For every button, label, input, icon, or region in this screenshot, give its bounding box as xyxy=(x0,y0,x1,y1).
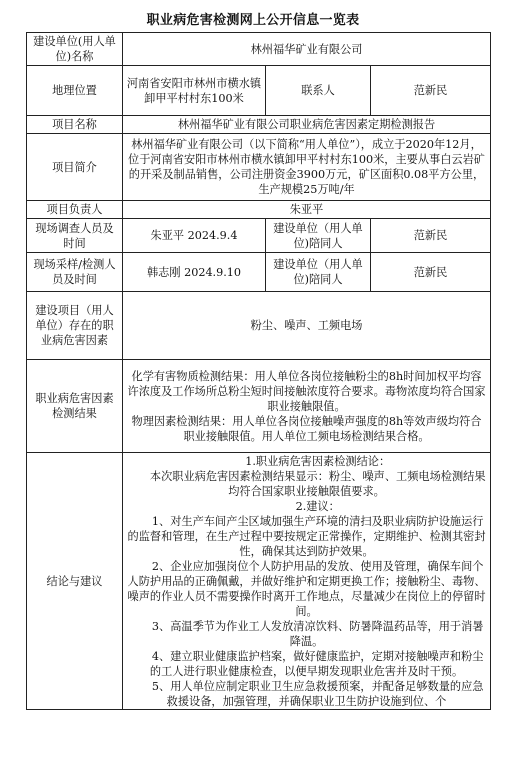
results-physical: 物理因素检测结果：用人单位各岗位接触噪声强度的8h等效声级均符合职业接触限值。用人单位工频电场检测结果合格。 xyxy=(131,414,482,443)
conclusion-result: 本次职业病危害因素检测结果显示：粉尘、噪声、工频电场检测结果均符合国家职业接触限值要求。 xyxy=(149,470,486,498)
row-employer xyxy=(27,33,491,66)
sampling-value: 韩志刚 2024.9.10 xyxy=(123,253,266,292)
employer-label: 建设单位(用人单位)名称 xyxy=(27,33,123,66)
location-label: 地理位置 xyxy=(27,66,123,116)
hazards-label: 建设项目（用人单位）存在的职业病危害因素 xyxy=(27,292,123,360)
project-name-value: 林州福华矿业有限公司职业病危害因素定期检测报告 xyxy=(123,116,491,134)
row-hazards xyxy=(27,292,491,360)
results-value xyxy=(123,360,491,453)
sampling-escort-label: 建设单位（用人单位)陪同人 xyxy=(266,253,371,292)
survey-label: 现场调查人员及时间 xyxy=(27,219,123,253)
row-conclusion xyxy=(27,453,491,710)
leader-value: 朱亚平 xyxy=(123,201,491,219)
page-title: 职业病危害检测网上公开信息一览表 xyxy=(146,13,360,28)
suggestion-heading: 2.建议： xyxy=(295,500,340,513)
row-leader xyxy=(27,201,491,219)
employer-value: 林州福华矿业有限公司 xyxy=(123,33,491,66)
project-intro-value: 林州福华矿业有限公司（以下简称“用人单位”），成立于2020年12月，位于河南省安阳市林州市横水镇卸甲平村村东100米，主要从事白云岩矿的开采及制品销售，公司注册资金3900万元，矿区面积0.08平方公里，生产规模25万吨/年 xyxy=(123,134,491,201)
row-project-intro xyxy=(27,134,491,201)
hazards-value: 粉尘、噪声、工频电场 xyxy=(123,292,491,360)
location-value: 河南省安阳市林州市横水镇卸甲平村村东100米 xyxy=(123,66,266,116)
info-table xyxy=(26,32,491,710)
conclusion-label: 结论与建议 xyxy=(27,453,123,710)
survey-value: 朱亚平 2024.9.4 xyxy=(123,219,266,253)
project-intro-label: 项目简介 xyxy=(27,134,123,201)
suggestion-5: 5、用人单位应制定职业卫生应急救援预案，并配备足够数量的应急救援设备，加强管理，并确保职业卫生防护设施到位、个 xyxy=(151,680,484,708)
contact-label: 联系人 xyxy=(266,66,371,116)
leader-label: 项目负责人 xyxy=(27,201,123,219)
suggestion-3: 3、高温季节为作业工人发放清凉饮料、防暑降温药品等，用于消暑降温。 xyxy=(151,620,484,648)
conclusion-value xyxy=(123,453,491,710)
sampling-escort-value: 范新民 xyxy=(371,253,491,292)
suggestion-2: 2、企业应加强岗位个人防护用品的发放、使用及管理，确保车间个人防护用品的正确佩戴，并做好维护和定期更换工作；接触粉尘、毒物、噪声的作业人员不需要操作时离开工作地点，尽量减少在岗位上的停留时间。 xyxy=(127,560,486,618)
results-chemical: 化学有害物质检测结果：用人单位各岗位接触粉尘的8h时间加权平均容许浓度及工作场所总粉尘短时间接触浓度符合要求。毒物浓度均符合国家职业接触限值。 xyxy=(127,369,486,413)
suggestion-4: 4、建立职业健康监护档案，做好健康监护，定期对接触噪声和粉尘的工人进行职业健康检查，以便早期发现职业危害并及时干预。 xyxy=(149,650,484,678)
row-location xyxy=(27,66,491,116)
row-project-name xyxy=(27,116,491,134)
project-name-label: 项目名称 xyxy=(27,116,123,134)
conclusion-heading: 1.职业病危害因素检测结论： xyxy=(245,455,391,468)
suggestion-1: 1、对生产车间产尘区域加强生产环境的清扫及职业病防护设施运行的监督和管理，在生产过程中要按规定正常操作，定期维护、检测其密封性，确保其达到防护效果。 xyxy=(127,515,486,558)
survey-escort-label: 建设单位（用人单位)陪同人 xyxy=(266,219,371,253)
row-sampling xyxy=(27,253,491,292)
contact-value: 范新民 xyxy=(371,66,491,116)
results-label: 职业病危害因素检测结果 xyxy=(27,360,123,453)
row-survey xyxy=(27,219,491,253)
row-results xyxy=(27,360,491,453)
sampling-label: 现场采样/检测人员及时间 xyxy=(27,253,123,292)
survey-escort-value: 范新民 xyxy=(371,219,491,253)
